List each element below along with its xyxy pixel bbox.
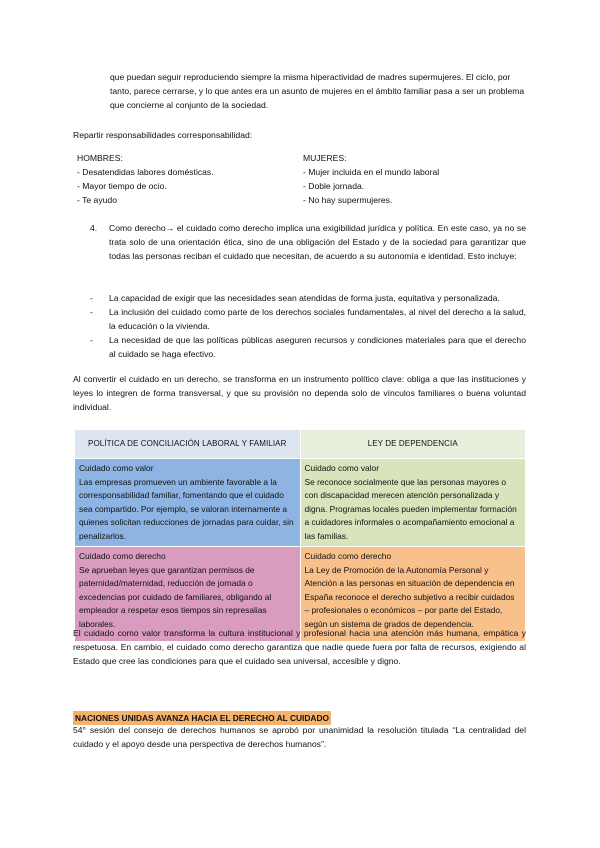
table-header-dependency: LEY DE DEPENDENCIA	[300, 430, 526, 459]
list-item	[90, 333, 526, 361]
list-item-text: La capacidad de exigir que las necesidades sean atendidas de forma justa, equitativa y personalizada.	[109, 293, 500, 303]
intro-paragraph: que puedan seguir reproduciendo siempre la misma hiperactividad de madres supermujeres. El ciclo, por tanto, parece cerrarse, y lo que antes era un asunto de mujeres en el ámbito familiar pasa a ser un problema que concierne al conjunto de la sociedad.	[110, 72, 525, 110]
table-cell	[300, 459, 526, 547]
men-title: HOMBRES:	[77, 153, 123, 163]
bullet-dash: -	[90, 335, 93, 345]
men-item: - Desatendidas labores domésticas.	[77, 167, 214, 177]
cell-title: Cuidado como valor	[304, 463, 379, 473]
women-column	[303, 151, 533, 207]
rights-paragraph: Al convertir el cuidado en un derecho, se transforma en un instrumento político clave: obliga a que las instituciones y leyes lo integren de forma transversal, y que su provisión no dependa solo de vínculos familiares o buena voluntad individual.	[73, 374, 526, 412]
list-item	[90, 305, 526, 333]
women-item: - No hay supermujeres.	[303, 195, 393, 205]
cell-body: La Ley de Promoción de la Autonomía Personal y Atención a las personas en situación de dependencia en España reconoce el derecho subjetivo a recibir cuidados – profesionales o económicos – por parte del Estado, según un sistema de grados de dependencia.	[304, 564, 515, 629]
cell-body: Se reconoce socialmente que las personas mayores o con discapacidad merecen atención personalizada y digna. Programas locales pueden implementar formación a cuidadores informales o acompañamiento emocional a las familias.	[304, 476, 517, 541]
responsibilities-heading: Repartir responsabilidades corresponsabilidad:	[73, 130, 253, 140]
table-header-conciliation: POLÍTICA DE CONCILIACIÓN LABORAL Y FAMILIAR	[75, 430, 301, 459]
cell-body: Se aprueban leyes que garantizan permisos de paternidad/maternidad, reducción de jornada o excedencias por cuidado de familiares, obligando al empleador a respetar esos tiempos sin represalias laborales.	[79, 564, 272, 629]
women-title: MUJERES:	[303, 153, 347, 163]
women-item: - Mujer incluida en el mundo laboral	[303, 167, 440, 177]
list-item-text: La inclusión del cuidado como parte de los derechos sociales fundamentales, al nivel del derecho a la salud, la educación o la vivienda.	[109, 307, 526, 331]
cell-title: Cuidado como derecho	[79, 551, 166, 561]
men-item: - Te ayudo	[77, 195, 117, 205]
table-row	[75, 459, 526, 547]
bullet-dash: -	[90, 293, 93, 303]
cell-title: Cuidado como derecho	[304, 551, 392, 561]
un-heading: NACIONES UNIDAS AVANZA HACIA EL DERECHO AL CUIDADO	[75, 713, 330, 723]
cell-title: Cuidado como valor	[79, 463, 154, 473]
point-number: 4.	[90, 223, 98, 233]
women-item: - Doble jornada.	[303, 181, 365, 191]
men-column	[77, 151, 307, 207]
numbered-point-4	[90, 221, 526, 263]
conclusion-paragraph: El cuidado como valor transforma la cultura institucional y profesional hacia una atención más humana, empática y respetuosa. En cambio, el cuidado como derecho garantiza que nadie quede fuera por falta de recursos, exigiendo al Estado que cree las condiciones para que el cuidado sea universal, accesible y digno.	[73, 628, 526, 666]
list-item	[90, 291, 526, 305]
un-paragraph: 54° sesión del consejo de derechos humanos se aprobó por unanimidad la resolución titulada “La centralidad del cuidado y el apoyo desde una perspectiva de derechos humanos”.	[73, 725, 526, 749]
table-cell	[75, 459, 301, 547]
table-header-row	[75, 430, 526, 459]
cell-body: Las empresas promueven un ambiente favorable a la corresponsabilidad familiar, fomentando que el cuidado sea compartido. Por ejemplo, se valoran internamente a quienes solicitan reducciones de jornadas para cuidar, sin penalizarlos.	[79, 476, 294, 541]
list-item-text: La necesidad de que las políticas públicas aseguren recursos y condiciones materiales para que el derecho al cuidado se haga efectivo.	[109, 335, 526, 359]
point-text: Como derecho→ el cuidado como derecho implica una exigibilidad jurídica y política. En este caso, ya no se trata solo de una orientación ética, sino de una obligación del Estado y de la sociedad para garantizar que todas las personas reciban el cuidado que necesitan, de acuerdo a su autonomía e identidad. Esto incluye:	[109, 223, 526, 261]
bullet-list	[90, 291, 526, 361]
comparison-table	[74, 429, 526, 642]
men-item: - Mayor tiempo de ocio.	[77, 181, 167, 191]
bullet-dash: -	[90, 307, 93, 317]
